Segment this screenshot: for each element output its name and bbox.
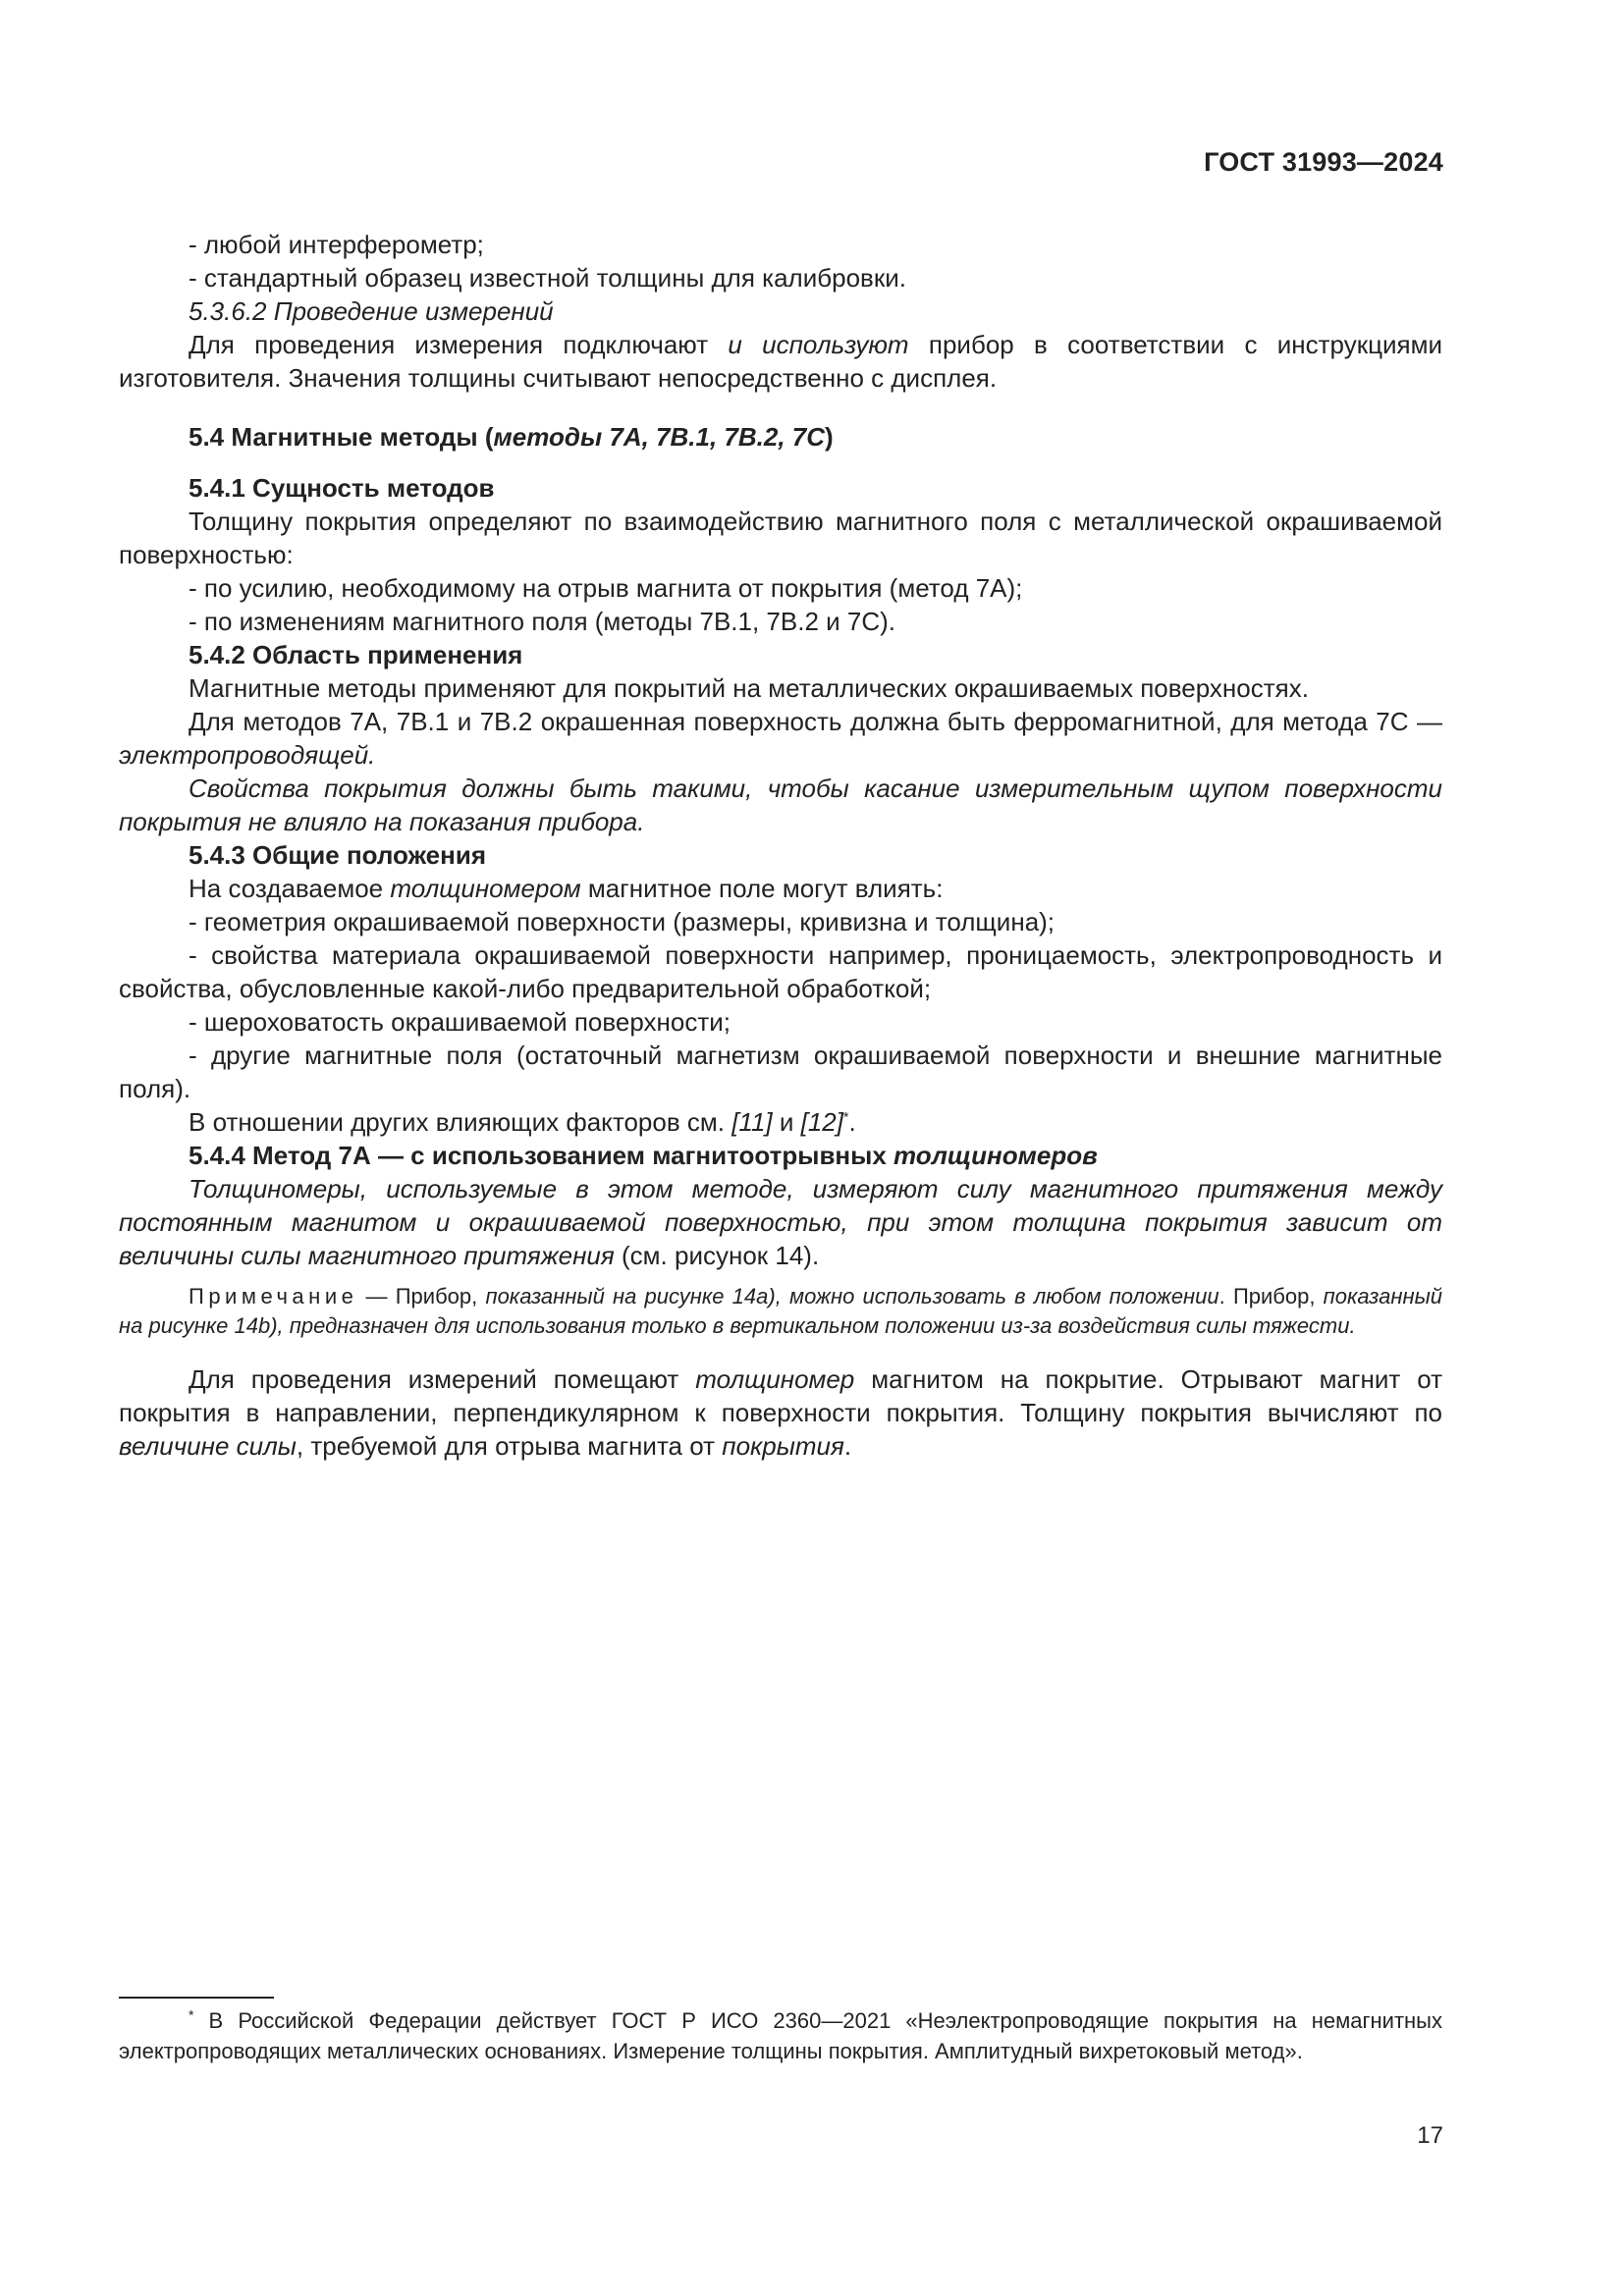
document-body	[119, 228, 1442, 1463]
list-item: - стандартный образец известной толщины для калибровки.	[189, 263, 906, 293]
subsection-heading-5-3-6-2: 5.3.6.2 Проведение измерений	[189, 296, 554, 326]
paragraph: Свойства покрытия должны быть такими, чтобы касание измерительным щупом поверхности покрытия не влияло на показания прибора.	[119, 774, 1442, 836]
page-number: 17	[1417, 2122, 1443, 2149]
list-item: - геометрия окрашиваемой поверхности (размеры, кривизна и толщина);	[189, 907, 1056, 936]
footnote-marker: *	[843, 1108, 849, 1125]
list-item: - по изменениям магнитного поля (методы 7В.1, 7В.2 и 7С).	[189, 607, 895, 636]
list-item: - по усилию, необходимому на отрыв магнита от покрытия (метод 7А);	[189, 573, 1023, 603]
section-heading-5-4-2: 5.4.2 Область применения	[189, 640, 523, 669]
section-heading-5-4-3: 5.4.3 Общие положения	[189, 840, 486, 870]
reference-paragraph: В отношении других влияющих факторов см. [11] и [12]*.	[189, 1107, 856, 1137]
paragraph: Для проведения измерения подключают и используют прибор в соответствии с инструкциями изготовителя. Значения толщины считывают непосредственно с дисплея.	[119, 330, 1442, 393]
paragraph: Толщину покрытия определяют по взаимодействию магнитного поля с металлической окрашиваемой поверхностью:	[119, 507, 1442, 569]
list-item: - шероховатость окрашиваемой поверхности;	[189, 1007, 731, 1037]
document-code: ГОСТ 31993—2024	[1204, 147, 1443, 177]
list-item: - свойства материала окрашиваемой поверхности например, проницаемость, электропроводность и свойства, обусловленные какой-либо предварительной обработкой;	[119, 940, 1442, 1003]
section-heading-5-4-1: 5.4.1 Сущность методов	[189, 473, 495, 503]
paragraph: Магнитные методы применяют для покрытий на металлических окрашиваемых поверхностях.	[189, 673, 1309, 703]
paragraph: Для проведения измерений помещают толщиномер магнитом на покрытие. Отрывают магнит от покрытия в направлении, перпендикулярном к поверхности покрытия. Толщину покрытия вычисляют по величине силы, требуемой для отрыва магнита от покрытия.	[119, 1364, 1442, 1461]
paragraph: Для методов 7А, 7В.1 и 7В.2 окрашенная поверхность должна быть ферромагнитной, для метода 7С — электропроводящей.	[119, 707, 1442, 770]
paragraph: На создаваемое толщиномером магнитное поле могут влиять:	[189, 874, 944, 903]
section-heading-5-4: 5.4 Магнитные методы (методы 7А, 7В.1, 7В.2, 7С)	[189, 422, 834, 452]
footnote-separator	[119, 1997, 274, 1999]
section-heading-5-4-4: 5.4.4 Метод 7А — с использованием магнитоотрывных толщиномеров	[189, 1141, 1098, 1170]
list-item: - другие магнитные поля (остаточный магнетизм окрашиваемой поверхности и внешние магнитные поля).	[119, 1041, 1442, 1103]
paragraph: Толщиномеры, используемые в этом методе, измеряют силу магнитного притяжения между постоянным магнитом и окрашиваемой поверхностью, при этом толщина покрытия зависит от величины силы магнитного притяжения (см. рисунок 14).	[119, 1174, 1442, 1270]
note: Примечание — Прибор, показанный на рисунке 14а), можно использовать в любом положении. Прибор, показанный на рисунке 14b), предназначен для использования только в вертикальном положении из-за воздействия силы тяжести.	[119, 1284, 1443, 1338]
list-item: - любой интерферометр;	[189, 230, 484, 259]
footnote: * В Российской Федерации действует ГОСТ Р ИСО 2360—2021 «Неэлектропроводящие покрытия на немагнитных электропроводящих металлических основаниях. Измерение толщины покрытия. Амплитудный вихретоковый метод».	[119, 2006, 1442, 2063]
footnote-mark: *	[189, 2006, 194, 2023]
